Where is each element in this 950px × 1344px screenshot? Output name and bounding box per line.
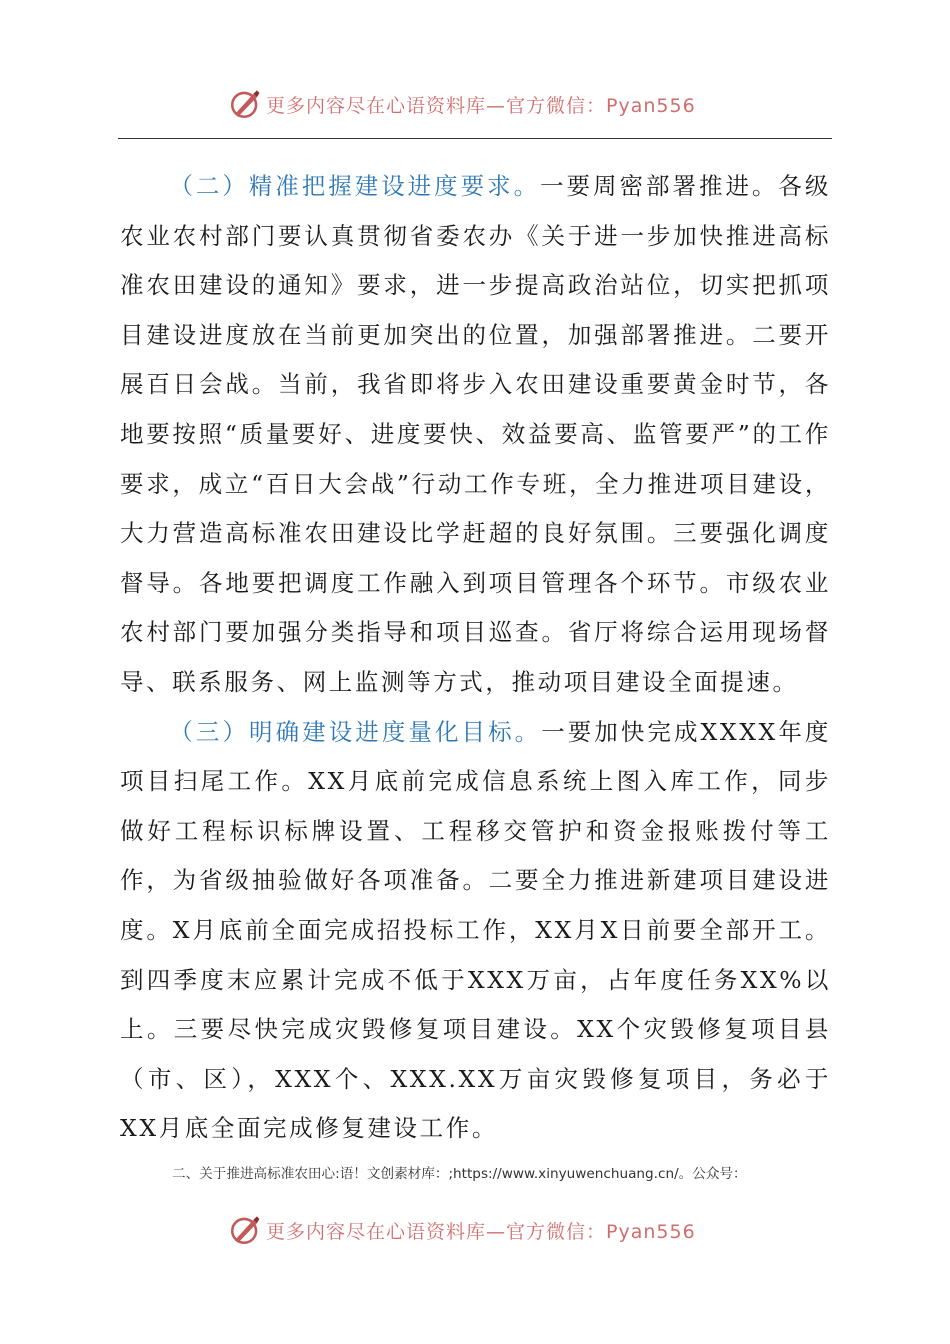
footer-banner-text: 更多内容尽在心语资料库—官方微信：Pyan556 xyxy=(266,1220,696,1243)
paragraph-3-text: 一要加快完成XXXX年度项目扫尾工作。XX月底前完成信息系统上图入库工作，同步做好工程标识标牌设置、工程移交管护和资金报账拨付等工作，为省级抽验做好各项准备。二要全力推进新建项目建设进度。X月底前全面完成招投标工作，XX月X日前要全部开工。到四季度末应累计完成不低于XXX万亩，占年度任务XX%以上。三要尽快完成灾毁修复项目建设。XX个灾毁修复项目县（市、区），XXX个、XXX.XX万亩灾毁修复项目，务必于XX月底全面完成修复建设工作。 xyxy=(120,717,831,1143)
pen-circle-logo-icon xyxy=(228,1213,262,1247)
paragraph-3-heading: （三）明确建设进度量化目标。 xyxy=(169,717,542,746)
paragraph-2-text: 一要周密部署推进。各级农业农村部门要认真贯彻省委农办《关于进一步加快推进高标准农田建设的通知》要求，进一步提高政治站位，切实把抓项目建设进度放在当前更加突出的位置，加强部署推进。二要开展百日会战。当前，我省即将步入农田建设重要黄金时节，各地要按照“质量要好、进度要快、效益要高、监管要严”的工作要求，成立“百日大会战”行动工作专班，全力推进项目建设，大力营造高标准农田建设比学赶超的良好氛围。三要强化调度督导。各地要把调度工作融入到项目管理各个环节。市级农业农村部门要加强分类指导和项目巡查。省厅将综合运用现场督导、联系服务、网上监测等方式，推动项目建设全面提速。 xyxy=(120,172,831,696)
paragraph-3 xyxy=(120,708,831,1154)
paragraph-2-heading: （二）精准把握建设进度要求。 xyxy=(169,172,541,200)
footer-note: 二、关于推进高标准农田心:语！文创素材库：;https://www.xinyuwenchuang.cn/。公众号： xyxy=(172,1166,747,1182)
header-banner xyxy=(228,84,696,124)
header-divider xyxy=(118,138,832,139)
footer-banner xyxy=(228,1210,696,1250)
header-banner-text: 更多内容尽在心语资料库—官方微信：Pyan556 xyxy=(266,94,696,117)
paragraph-2 xyxy=(120,162,831,708)
document-body xyxy=(120,162,831,1154)
pen-circle-logo-icon xyxy=(228,87,262,121)
